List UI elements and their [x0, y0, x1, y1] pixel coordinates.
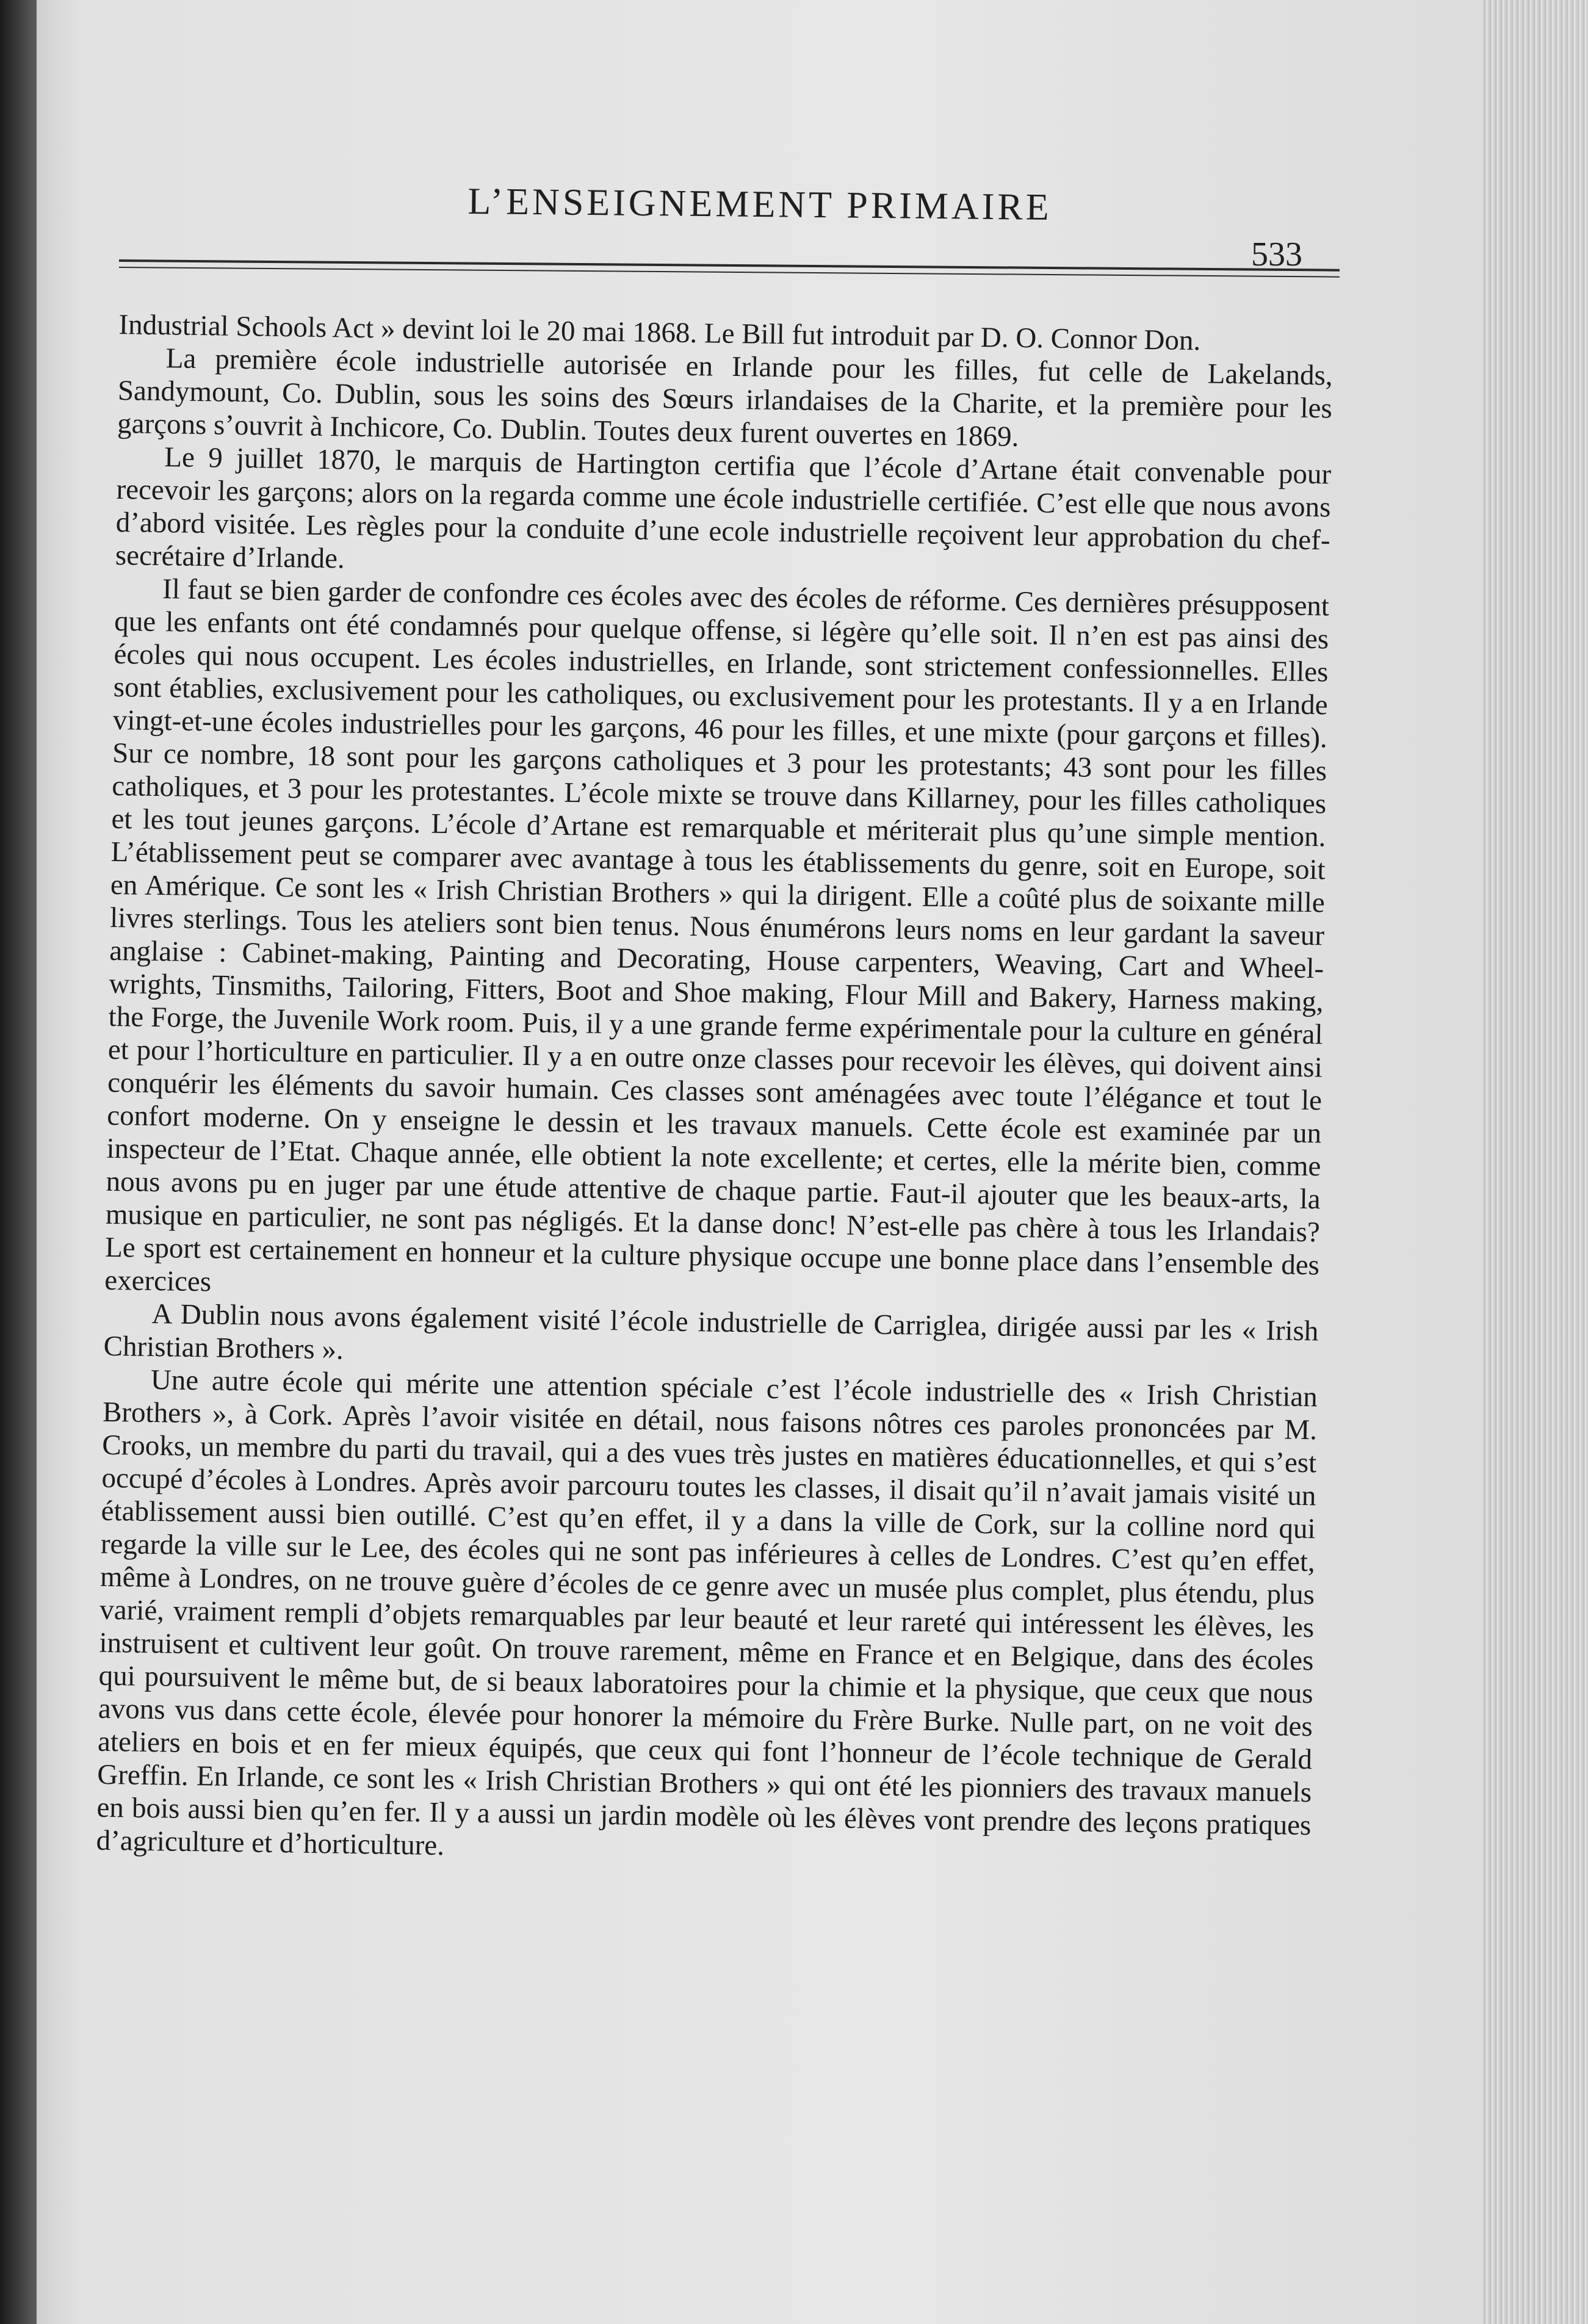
running-head: L’ENSEIGNEMENT PRIMAIRE — [467, 180, 1052, 229]
paragraph: Le 9 juillet 1870, le marquis de Hartington certifia que l’école d’Artane était convenable pour recevoir les garçons; alors on la regarda comme une école industrielle certifiée. C’est elle que nous avons d’abord visitée. Les règles pour la conduite d’une ecole industrielle reçoivent leur approbation du chef-secrétaire d’Irlande. — [115, 441, 1332, 575]
page-number: 533 — [1251, 236, 1302, 273]
paragraph: La première école industrielle autorisée en Irlande pour les filles, fut celle de Lakelands, Sandymount, Co. Dublin, sous les soins des Sœurs irlandaises de la Charite, et la première pour les garçons s’ouvrit à Inchicore, Co. Dublin. Toutes deux furent ouvertes en 1869. — [117, 342, 1333, 453]
body-text — [96, 308, 1333, 1875]
paragraph: Une autre école qui mérite une attention spéciale c’est l’école industrielle des « Irish Christian Brothers », à Cork. Après l’avoir visitée en détail, nous faisons nôtres ces paroles prononcées par M. Crooks, un membre du parti du travail, qui a des vues très justes en matières éducationnelles, et qui s’est occupé d’écoles à Londres. Après avoir parcouru toutes les classes, il disait qu’il n’avait jamais visité un établissement aussi bien outillé. C’est qu’en effet, il y a dans la ville de Cork, sur la colline nord qui regarde la ville sur le Lee, des écoles qui ne sont pas inférieures à celles de Londres. C’est qu’en effet, même à Londres, on ne trouve guère d’écoles de ce genre avec un musée plus complet, plus étendu, plus varié, vraiment rempli d’objets remarquables par leur beauté et leur rareté qui intéressent les élèves, les instruisent et cultivent leur goût. On trouve rarement, même en France et en Belgique, dans des écoles qui poursuivent le même but, de si beaux laboratoires pour la chimie et la physique, que ceux que nous avons vus dans cette école, élevée pour honorer la mémoire du Frère Burke. Nulle part, on ne voit des ateliers en bois et en fer mieux équipés, que ceux qui font l’honneur de l’école technique de Gerald Greffin. En Irlande, ce sont les « Irish Christian Brothers » qui ont été les pionniers des travaux manuels en bois aussi bien qu’en fer. Il y a aussi un jardin modèle où les élèves vont prendre des leçons pratiques d’agriculture et d’horticulture. — [96, 1363, 1318, 1862]
page-stack-edge — [1483, 0, 1588, 2324]
header-rule-top — [119, 259, 1340, 272]
paragraph: A Dublin nous avons également visité l’école industrielle de Carriglea, dirigée aussi par les « Irish Christian Brothers ». — [103, 1297, 1319, 1366]
paragraph: Il faut se bien garder de confondre ces écoles avec des écoles de réforme. Ces dernières présupposent que les enfants ont été condamnés pour quelque offense, si légère qu’elle soit. Il n’en est pas ainsi des écoles qui nous occupent. Les écoles industrielles, en Irlande, sont strictement confessionnelles. Elles sont établies, exclusivement pour les catholiques, ou exclusivement pour les protestants. Il y a en Irlande vingt-et-une écoles industrielles pour les garçons, 46 pour les filles, et une mixte (pour garçons et filles). Sur ce nombre, 18 sont pour les garçons catholiques et 3 pour les protestants; 43 sont pour les filles catholiques, et 3 pour les protestantes. L’école mixte se trouve dans Killarney, pour les filles catholiques et les tout jeunes garçons. L’école d’Artane est remarquable et mériterait plus qu’une simple mention. L’établissement peut se comparer avec avantage à tous les établissements du genre, soit en Europe, soit en Amérique. Ce sont les « Irish Christian Brothers » qui la dirigent. Elle a coûté plus de soixante mille livres sterlings. Tous les ateliers sont bien tenus. Nous énumérons leurs noms en leur gardant la saveur anglaise : Cabinet-making, Painting and Decorating, House carpenters, Weaving, Cart and Wheel-wrights, Tinsmiths, Tailoring, Fitters, Boot and Shoe making, Flour Mill and Bakery, Harness making, the Forge, the Juvenile Work room. Puis, il y a une grande ferme expérimentale pour la culture en général et pour l’horticulture en particulier. Il y a en outre onze classes pour recevoir les élèves, qui doivent ainsi conquérir les éléments du savoir humain. Ces classes sont aménagées avec toute l’élégance et tout le confort moderne. On y enseigne le dessin et les travaux manuels. Cette école est examinée par un inspecteur de l’Etat. Chaque année, elle obtient la note excellente; et certes, elle la mérite bien, comme nous avons pu en juger par une étude attentive de chaque partie. Faut-il ajouter que les beaux-arts, la musique en particulier, ne sont pas négligés. Et la danse donc! N’est-elle pas chère à tous les Irlandais? Le sport est certainement en honneur et la culture physique occupe une bonne place dans l’ensemble des exercices — [104, 573, 1330, 1298]
paragraph: Industrial Schools Act » devint loi le 20 mai 1868. Le Bill fut introduit par D. O. Connor Don. — [118, 308, 1201, 357]
book-page — [37, 0, 1483, 2324]
